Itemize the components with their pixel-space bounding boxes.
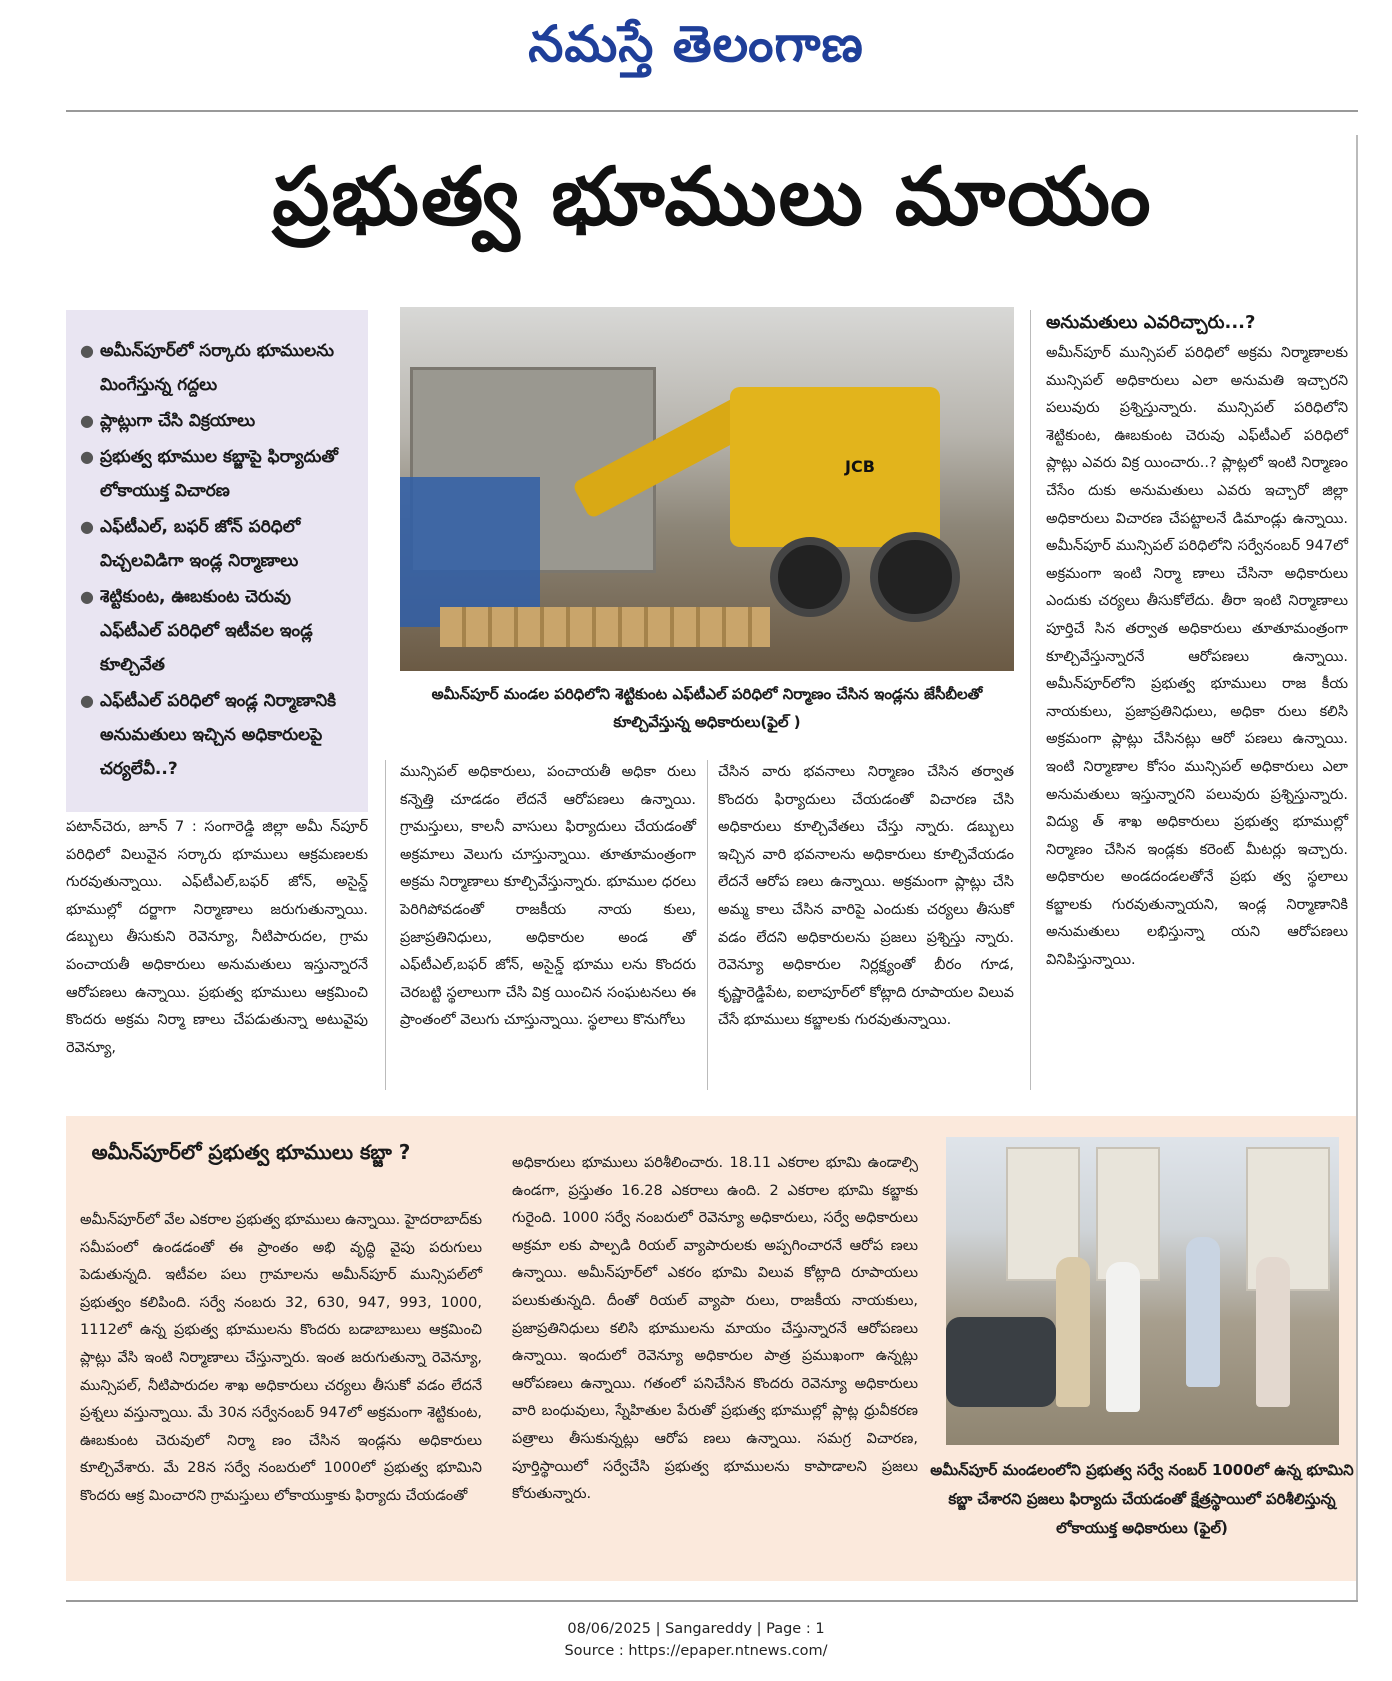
bullet-icon: ●: [80, 517, 94, 536]
person-shape: [1256, 1257, 1290, 1407]
bullet-icon: ●: [80, 691, 94, 710]
highlight-item: [78, 404, 356, 438]
footer-date-line: 08/06/2025 | Sangareddy | Page : 1: [567, 1621, 825, 1637]
jcb-brand-text: JCB: [845, 457, 875, 476]
article-column-2: మున్సిపల్‌ అధికారులు, పంచాయతీ అధికా రులు కన్నెత్తి చూడడం లేదనే ఆరోపణలు ఉన్నాయి. గ్రామస్తులు, కాలనీ వాసులు ఫిర్యాదులు చేయడంతో అక్రమాలు వెలుగు చూస్తున్నాయి. తూతూమంత్రంగా అక్రమ నిర్మాణాలు కూల్చివేస్తున్నారు. భూముల ధరలు పెరిగిపోవడంతో రాజకీయ నాయ కులు, ప్రజాప్రతినిధులు, అధికారుల అండ తో ఎఫ్‌టీఎల్‌,బఫర్‌ జోన్‌, అసైన్డ్‌ భూము లను కొందరు చెరబట్టి స్థలాలుగా చేసి విక్ర యించిన సంఘటనలు ఈ ప్రాంతంలో వెలుగు చూస్తున్నాయి. స్థలాలు కొనుగోలు: [400, 764, 696, 1029]
right-divider: [1356, 135, 1358, 1600]
bullet-icon: ●: [80, 587, 94, 606]
article-column-3: చేసిన వారు భవనాలు నిర్మాణం చేసిన తర్వాత కొందరు ఫిర్యాదులు చేయడంతో విచారణ చేసి అధికారులు కూల్చివేతలు చేస్తు న్నారు. డబ్బులు ఇచ్చిన వారి భవనాలను అధికారులు కూల్చివేయడం లేదనే ఆరోప ణలు ఉన్నాయి. అక్రమంగా ప్లాట్లు చేసి అమ్మ కాలు చేసిన వారిపై ఎందుకు చర్యలు తీసుకో వడం లేదని అధికారులను ప్రజలు ప్రశ్నిస్తు న్నారు. రెవెన్యూ అధికారుల నిర్లక్ష్యంతో బీరం గూడ, కృష్ణారెడ్డిపేట, ఐలాపూర్‌లో కోట్లాది రూపాయల విలువ చేసే భూములు కబ్జాలకు గురవుతున్నాయి.: [718, 764, 1014, 1029]
tarp-shape: [400, 477, 540, 627]
highlight-text: ఎఫ్‌టీఎల్‌ పరిధిలో ఇండ్ల నిర్మాణానికి అనుమతులు ఇచ్చిన అధికారులపై చర్యలేవీ..?: [100, 691, 337, 779]
highlights-box: [66, 310, 368, 812]
highlight-item: [78, 510, 356, 578]
building-shape: [1096, 1147, 1160, 1281]
bottom-divider: [66, 1600, 1358, 1602]
jcb-demolition-photo: [400, 307, 1014, 671]
person-shape: [1056, 1257, 1090, 1407]
car-shape: [946, 1317, 1056, 1407]
top-divider: [66, 110, 1358, 112]
column-divider: [707, 760, 708, 1090]
footer-source-link[interactable]: Source : https://epaper.ntnews.com/: [564, 1643, 828, 1659]
sidebar-story-title: అమీన్‌పూర్‌లో ప్రభుత్వ భూములు కబ్జా ?: [91, 1140, 411, 1164]
highlight-text: ఎఫ్‌టీఎల్‌, బఫర్‌ జోన్‌ పరిధిలో విచ్చలవిడిగా ఇండ్ల నిర్మాణాలు: [100, 517, 301, 571]
side-column-text: అమీన్‌పూర్‌ మున్సిపల్‌ పరిధిలో అక్రమ నిర్మాణాలకు మున్సిపల్‌ అధికారులు ఎలా అనుమతి ఇచ్చారని పలువురు ప్రశ్నిస్తున్నారు. మున్సిపల్‌ పరిధిలోని శెట్టికుంట, ఊబకుంట చెరువు ఎఫ్‌టీఎల్‌ పరిధిలో ప్లాట్లు ఎవరు విక్ర యించారు..? ప్లాట్లలో ఇంటి నిర్మాణం చేసేం దుకు అనుమతులు ఎవరు ఇచ్చారో జిల్లా అధికారులు విచారణ చేపట్టాలనే డిమాండ్లు ఉన్నాయి. అమీన్‌పూర్‌ మున్సిపల్‌ పరిధిలోని సర్వేనంబర్‌ 947లో అక్రమంగా ఇంటి నిర్మా ణాలు చేసినా అధికారులు ఎందుకు చర్యలు తీసుకోలేదు. తీరా ఇంటి నిర్మాణాలు పూర్తిచే సిన తర్వాత అధికారులు తూతూమంత్రంగా కూల్చివేస్తున్నారనే ఆరోపణలు ఉన్నాయి. అమీన్‌పూర్‌లోని ప్రభుత్వ భూములు రాజ కీయ నాయకులు, ప్రజాప్రతినిధులు, అధికా రులు కలిసి అక్రమంగా ప్లాట్లు చేసినట్లు ఆరో పణలు ఉన్నాయి. ఇంటి నిర్మాణాల కోసం మున్సిపల్‌ అధికారులు ఎలా అనుమతులు ఇస్తున్నారని పలువురు ప్రశ్నిస్తున్నారు. విద్యు త్‌ శాఖ అధికారులు ప్రభుత్వ భూముల్లో నిర్మాణం చేసిన ఇండ్లకు కరెంట్‌ మీటర్లు ఇచ్చారు. అధికారుల అండదండలతోనే ప్రభు త్వ స్థలాలు కబ్జాలకు గురవుతున్నాయని, ఇండ్ల నిర్మాణానికి అనుమతులు లభిస్తున్నా యని ఆరోపణలు వినిపిస్తున్నాయి.: [1046, 345, 1348, 969]
column-divider: [385, 760, 386, 1090]
highlight-text: ప్లాట్లుగా చేసి విక్రయాలు: [100, 411, 256, 431]
bullet-icon: ●: [80, 411, 94, 430]
column-divider: [1030, 310, 1031, 1090]
sidebar-story-column-1: అమీన్‌పూర్‌లో వేల ఎకరాల ప్రభుత్వ భూములు ఉన్నాయి. హైదరాబాద్‌కు సమీపంలో ఉండడంతో ఈ ప్రాంతం అభి వృద్ధి వైపు పరుగులు పెడుతున్నది. ఇటీవల పలు గ్రామాలను అమీన్‌పూర్‌ మున్సిపల్‌లో ప్రభుత్వం కలిపింది. సర్వే నంబరు 32, 630, 947, 993, 1000, 1112లో ఉన్న ప్రభుత్వ భూములను కొందరు బడాబాబులు ఆక్రమించి ప్లాట్లు వేసి ఇంటి నిర్మాణాలు చేస్తున్నారు. ఇంత జరుగుతున్నా రెవెన్యూ, మున్సిపల్‌, నీటిపారుదల శాఖ అధికారులు చర్యలు తీసుకో వడం లేదనే ప్రశ్నలు వస్తున్నాయి. మే 30న సర్వేనంబర్‌ 947లో అక్రమంగా శెట్టికుంట, ఊబకుంట చెరువులో నిర్మా ణం చేసిన ఇండ్లను అధికారులు కూల్చివేశారు. మే 28న సర్వే నంబరులో 1000లో ప్రభుత్వ భూమిని కొందరు ఆక్ర మించారని గ్రామస్తులు లోకాయుక్తాకు ఫిర్యాదు చేయడంతో: [80, 1212, 482, 1504]
highlight-text: అమీన్‌పూర్‌లో సర్కారు భూములను మింగేస్తున్న గద్దలు: [100, 341, 335, 395]
masthead-logo: నమస్తే తెలంగాణ: [528, 14, 864, 73]
highlight-item: [78, 440, 356, 508]
footer: [0, 1618, 1392, 1662]
bullet-icon: ●: [80, 447, 94, 466]
highlight-item: [78, 334, 356, 402]
highlight-text: ప్రభుత్వ భూముల కబ్జాపై ఫిర్యాదుతో లోకాయుక్త విచారణ: [100, 447, 338, 501]
article-column-1: పటాన్‌చెరు, జూన్‌ 7 : సంగారెడ్డి జిల్లా అమీ న్‌పూర్‌ పరిధిలో విలువైన సర్కారు భూములు ఆక్రమణలకు గురవుతున్నాయి. ఎఫ్‌టీఎల్‌,బఫర్‌ జోన్‌, అసైన్డ్‌ భూముల్లో దర్జాగా నిర్మాణాలు జరుగుతున్నాయి. డబ్బులు తీసుకుని రెవెన్యూ, నీటిపారుదల, గ్రామ పంచాయతీ అధికారులు అనుమతులు ఇస్తున్నారనే ఆరోపణలు ఉన్నాయి. ప్రభుత్వ భూములు ఆక్రమించి కొందరు అక్రమ నిర్మా ణాలు చేపడుతున్నా అటువైపు రెవెన్యూ,: [66, 819, 368, 1056]
logs-shape: [440, 607, 770, 647]
officials-inspection-photo: [946, 1137, 1339, 1445]
highlight-item: [78, 684, 356, 786]
wheel-shape: [870, 532, 960, 622]
person-shape: [1106, 1262, 1140, 1412]
bullet-icon: ●: [80, 341, 94, 360]
photo-caption: అమీన్‌పూర్‌ మండలంలోని ప్రభుత్వ సర్వే నంబర్‌ 1000లో ఉన్న భూమిని కబ్జా చేశారని ప్రజలు ఫిర్యాదు చేయడంతో క్షేత్రస్థాయిలో పరిశీలిస్తున్న లోకాయుక్త అధికారులు (ఫైల్‌): [930, 1461, 1354, 1537]
excavator-body-shape: [730, 387, 940, 547]
headline: ప్రభుత్వ భూములు మాయం: [272, 150, 1153, 243]
photo-caption: అమీన్‌పూర్‌ మండల పరిధిలోని శెట్టికుంట ఎఫ్‌టీఎల్‌ పరిధిలో నిర్మాణం చేసిన ఇండ్లను జేసీబీలతో కూల్చివేస్తున్న అధికారులు(ఫైల్‌ ): [431, 685, 983, 731]
highlight-text: శెట్టికుంట, ఊబకుంట చెరువు ఎఫ్‌టీఎల్‌ పరిధిలో ఇటీవల ఇండ్ల కూల్చివేత: [100, 587, 313, 675]
person-shape: [1186, 1237, 1220, 1387]
highlight-item: [78, 580, 356, 682]
wheel-shape: [770, 537, 850, 617]
sidebar-story-column-2: అధికారులు భూములు పరిశీలించారు. 18.11 ఎకరాల భూమి ఉండాల్సి ఉండగా, ప్రస్తుతం 16.28 ఎకరాలు ఉంది. 2 ఎకరాల భూమి కబ్జాకు గురైంది. 1000 సర్వే నంబరులో రెవెన్యూ అధికారులు, సర్వే అధికారులు అక్రమా లకు పాల్పడి రియల్‌ వ్యాపారులకు అప్పగించారనే ఆరోప ణలు ఉన్నాయి. అమీన్‌పూర్‌లో ఎకరం భూమి విలువ కోట్లాది రూపాయలు పలుకుతున్నది. దీంతో రియల్‌ వ్యాపా రులు, రాజకీయ నాయకులు, ప్రజాప్రతినిధులు కలిసి భూములను మాయం చేస్తున్నారనే ఆరోపణలు ఉన్నాయి. ఇందులో రెవెన్యూ అధికారుల పాత్ర ప్రముఖంగా ఉన్నట్లు ఆరోపణలు ఉన్నాయి. గతంలో పనిచేసిన కొందరు రెవెన్యూ అధికారులు వారి బంధువులు, స్నేహితుల పేరుతో ప్రభుత్వ భూముల్లో ప్లాట్ల ధ్రువీకరణ పత్రాలు తీసుకున్నట్లు ఆరోప ణలు ఉన్నాయి. సమగ్ర విచారణ, పూర్తిస్థాయిలో సర్వేచేసి ప్రభుత్వ భూములను కాపాడాలని ప్రజలు కోరుతున్నారు.: [512, 1155, 918, 1503]
side-heading: అనుమతులు ఎవరిచ్చారు...?: [1046, 312, 1256, 333]
